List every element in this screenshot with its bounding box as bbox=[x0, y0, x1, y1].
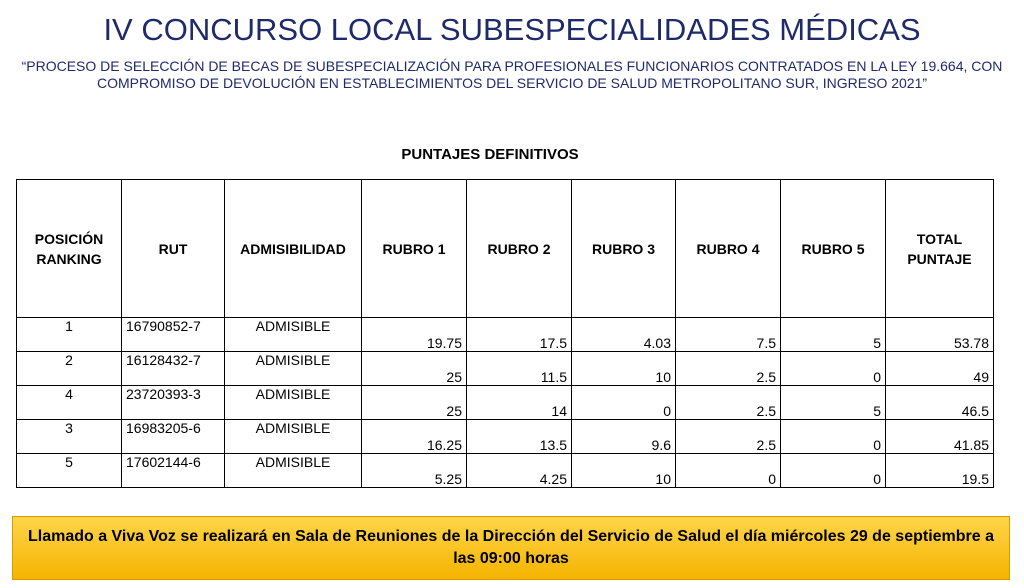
header-rubro-2: RUBRO 2 bbox=[467, 180, 572, 318]
page-subtitle: “PROCESO DE SELECCIÓN DE BECAS DE SUBESPECIALIZACIÓN PARA PROFESIONALES FUNCIONARIOS CONTRATADOS EN LA LEY 19.664, CON COMPROMISO DE DEVOLUCIÓN EN ESTABLECIMIENTOS DEL SERVICIO DE SALUD METROPOLITANO SUR, INGRESO 2021” bbox=[21, 58, 1003, 91]
cell-rubro-4: 2.5 bbox=[676, 386, 781, 420]
cell-rubro-5: 5 bbox=[781, 318, 886, 352]
cell-admisibilidad: ADMISIBLE bbox=[225, 352, 362, 386]
cell-rubro-2: 13.5 bbox=[467, 420, 572, 454]
cell-rubro-4: 0 bbox=[676, 454, 781, 488]
cell-rut: 16983205-6 bbox=[122, 420, 225, 454]
cell-admisibilidad: ADMISIBLE bbox=[225, 386, 362, 420]
cell-total: 19.5 bbox=[886, 454, 994, 488]
cell-rubro-2: 14 bbox=[467, 386, 572, 420]
cell-posicion: 4 bbox=[17, 386, 122, 420]
table-row bbox=[17, 352, 994, 386]
cell-rut: 16790852-7 bbox=[122, 318, 225, 352]
cell-total: 53.78 bbox=[886, 318, 994, 352]
cell-rubro-3: 10 bbox=[572, 454, 676, 488]
table-row bbox=[17, 386, 994, 420]
cell-admisibilidad: ADMISIBLE bbox=[225, 454, 362, 488]
cell-rubro-1: 5.25 bbox=[362, 454, 467, 488]
cell-rut: 23720393-3 bbox=[122, 386, 225, 420]
header-admisibilidad: ADMISIBILIDAD bbox=[225, 180, 362, 318]
cell-rubro-3: 4.03 bbox=[572, 318, 676, 352]
header-posicion: POSICIÓN RANKING bbox=[17, 180, 122, 318]
header-rubro-1: RUBRO 1 bbox=[362, 180, 467, 318]
table-row bbox=[17, 318, 994, 352]
cell-rut: 16128432-7 bbox=[122, 352, 225, 386]
cell-rubro-1: 25 bbox=[362, 386, 467, 420]
cell-rubro-1: 25 bbox=[362, 352, 467, 386]
cell-rubro-2: 17.5 bbox=[467, 318, 572, 352]
cell-rubro-2: 4.25 bbox=[467, 454, 572, 488]
cell-rubro-4: 2.5 bbox=[676, 352, 781, 386]
notice-text: Llamado a Viva Voz se realizará en Sala de Reuniones de la Dirección del Servicio de Salud el día miércoles 29 de septiembre a las 09:00 horas bbox=[27, 528, 995, 567]
page-title: IV CONCURSO LOCAL SUBESPECIALIDADES MÉDICAS bbox=[103, 12, 921, 47]
cell-rubro-3: 0 bbox=[572, 386, 676, 420]
cell-posicion: 2 bbox=[17, 352, 122, 386]
cell-rubro-5: 5 bbox=[781, 386, 886, 420]
table-title: PUNTAJES DEFINITIVOS bbox=[401, 146, 579, 163]
cell-rut: 17602144-6 bbox=[122, 454, 225, 488]
cell-rubro-1: 19.75 bbox=[362, 318, 467, 352]
header-rubro-5: RUBRO 5 bbox=[781, 180, 886, 318]
header-rubro-3: RUBRO 3 bbox=[572, 180, 676, 318]
cell-admisibilidad: ADMISIBLE bbox=[225, 318, 362, 352]
cell-rubro-3: 9.6 bbox=[572, 420, 676, 454]
cell-admisibilidad: ADMISIBLE bbox=[225, 420, 362, 454]
cell-rubro-4: 7.5 bbox=[676, 318, 781, 352]
cell-total: 49 bbox=[886, 352, 994, 386]
cell-posicion: 1 bbox=[17, 318, 122, 352]
header-rubro-4: RUBRO 4 bbox=[676, 180, 781, 318]
table-row bbox=[17, 420, 994, 454]
cell-total: 46.5 bbox=[886, 386, 994, 420]
cell-rubro-5: 0 bbox=[781, 454, 886, 488]
table-header-row bbox=[17, 180, 994, 318]
cell-rubro-4: 2.5 bbox=[676, 420, 781, 454]
cell-rubro-2: 11.5 bbox=[467, 352, 572, 386]
cell-rubro-1: 16.25 bbox=[362, 420, 467, 454]
cell-rubro-5: 0 bbox=[781, 420, 886, 454]
header-total: TOTAL PUNTAJE bbox=[886, 180, 994, 318]
scores-table bbox=[16, 179, 994, 488]
cell-total: 41.85 bbox=[886, 420, 994, 454]
cell-rubro-3: 10 bbox=[572, 352, 676, 386]
table-row bbox=[17, 454, 994, 488]
cell-posicion: 5 bbox=[17, 454, 122, 488]
cell-posicion: 3 bbox=[17, 420, 122, 454]
notice-banner bbox=[12, 516, 1010, 580]
cell-rubro-5: 0 bbox=[781, 352, 886, 386]
header-rut: RUT bbox=[122, 180, 225, 318]
